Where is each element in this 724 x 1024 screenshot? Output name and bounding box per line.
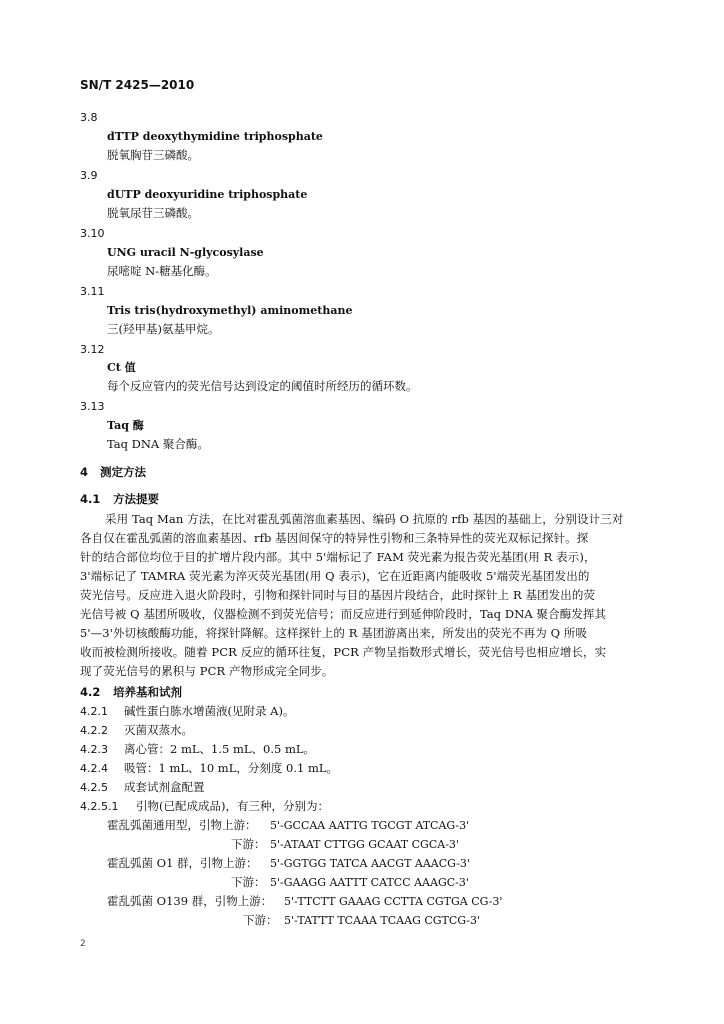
- term-definition: 三(羟甲基)氨基甲烷。: [107, 322, 220, 336]
- paragraph-line: 各自仅在霍乱弧菌的溶血素基因、rfb 基因间保守的特异性引物和三条特异性的荧光双标记探针。探: [80, 531, 589, 545]
- item-number: 4.2.5.1: [80, 800, 119, 813]
- paragraph-line: 采用 Taq Man 方法，在比对霍乱弧菌溶血素基因、编码 O 抗原的 rfb 基因的基础上，分别设计三对: [105, 512, 624, 526]
- subsection-title: 方法提要: [113, 492, 159, 506]
- paragraph-line: 光信号被 Q 基团所吸收，仪器检测不到荧光信号；而反应进行到延伸阶段时，Taq DNA 聚合酶发挥其: [80, 607, 607, 621]
- item-number: 4.2.3: [80, 743, 108, 756]
- term-title: UNG uracil N-glycosylase: [107, 246, 264, 259]
- primer-down-label: 下游：: [231, 837, 266, 851]
- term-number: 3.8: [80, 111, 98, 124]
- subsection-number: 4.2: [80, 685, 101, 699]
- term-definition: 尿嘧啶 N-糖基化酶。: [107, 264, 217, 278]
- primer-sequence: 5'-ATAAT CTTGG GCAAT CGCA-3': [270, 838, 459, 851]
- term-number: 3.9: [80, 169, 98, 182]
- paragraph-line: 荧光信号。反应进入退火阶段时，引物和探针同时与目的基因片段结合，此时探针上 R 基团发出的荧: [80, 588, 596, 602]
- subsection-number: 4.1: [80, 492, 101, 506]
- primer-sequence: 5'-GCCAA AATTG TGCGT ATCAG-3': [270, 819, 470, 832]
- term-definition: 脱氧胸苷三磷酸。: [107, 148, 199, 162]
- paragraph-line: 5'—3'外切核酸酶功能，将探针降解。这样探针上的 R 基团游离出来，所发出的荧光不再为 Q 所吸: [80, 626, 588, 640]
- item-text: 吸管：1 mL、10 mL，分刻度 0.1 mL。: [124, 761, 338, 775]
- term-title: dTTP deoxythymidine triphosphate: [107, 130, 323, 143]
- item-text: 离心管：2 mL、1.5 mL、0.5 mL。: [124, 742, 315, 756]
- term-number: 3.11: [80, 285, 105, 298]
- primer-label: 霍乱弧菌 O1 群，引物上游：: [107, 856, 258, 870]
- term-title: Tris tris(hydroxymethyl) aminomethane: [107, 304, 353, 317]
- term-title: Ct 值: [107, 361, 136, 374]
- term-number: 3.10: [80, 227, 105, 240]
- item-text: 成套试剂盒配置: [124, 780, 205, 794]
- paragraph-line: 针的结合部位均位于目的扩增片段内部。其中 5'端标记了 FAM 荧光素为报告荧光基团(用 R 表示)，: [80, 550, 596, 564]
- primer-sequence: 5'-TATTT TCAAA TCAAG CGTCG-3': [284, 914, 481, 927]
- paragraph-line: 收而被检测所接收。随着 PCR 反应的循环往复，PCR 产物呈指数形式增长，荧光信号也相应增长，实: [80, 645, 607, 659]
- item-number: 4.2.5: [80, 781, 108, 794]
- primer-label: 霍乱弧菌 O139 群，引物上游：: [107, 894, 273, 908]
- paragraph-line: 现了荧光信号的累积与 PCR 产物形成完全同步。: [80, 664, 334, 678]
- primer-label: 霍乱弧菌通用型，引物上游：: [107, 818, 257, 832]
- primer-sequence: 5'-GAAGG AATTT CATCC AAAGC-3': [270, 876, 469, 889]
- term-title: dUTP deoxyuridine triphosphate: [107, 188, 308, 201]
- term-number: 3.13: [80, 400, 105, 413]
- item-text: 碱性蛋白胨水增菌液(见附录 A)。: [124, 704, 295, 718]
- term-definition: Taq DNA 聚合酶。: [107, 437, 209, 451]
- primer-sequence: 5'-TTCTT GAAAG CCTTA CGTGA CG-3': [284, 895, 503, 908]
- item-number: 4.2.1: [80, 705, 108, 718]
- document-header: SN/T 2425—2010: [80, 78, 195, 92]
- section-title: 测定方法: [100, 465, 146, 479]
- paragraph-line: 3'端标记了 TAMRA 荧光素为淬灭荧光基团(用 Q 表示)，它在近距离内能吸收 5'端荧光基团发出的: [80, 569, 590, 583]
- term-definition: 每个反应管内的荧光信号达到设定的阈值时所经历的循环数。: [107, 379, 418, 393]
- primer-sequence: 5'-GGTGG TATCA AACGT AAACG-3': [270, 857, 470, 870]
- item-number: 4.2.2: [80, 724, 108, 737]
- subsection-title: 培养基和试剂: [113, 685, 182, 699]
- primer-down-label: 下游：: [231, 875, 266, 889]
- item-text: 灭菌双蒸水。: [124, 723, 193, 737]
- item-number: 4.2.4: [80, 762, 108, 775]
- item-text: 引物(已配成成品)，有三种，分别为：: [136, 799, 329, 813]
- term-number: 3.12: [80, 343, 105, 356]
- section-number: 4: [80, 465, 89, 479]
- term-definition: 脱氧尿苷三磷酸。: [107, 206, 199, 220]
- primer-down-label: 下游：: [243, 913, 278, 927]
- term-title: Taq 酶: [107, 419, 144, 432]
- page-number: 2: [80, 939, 86, 949]
